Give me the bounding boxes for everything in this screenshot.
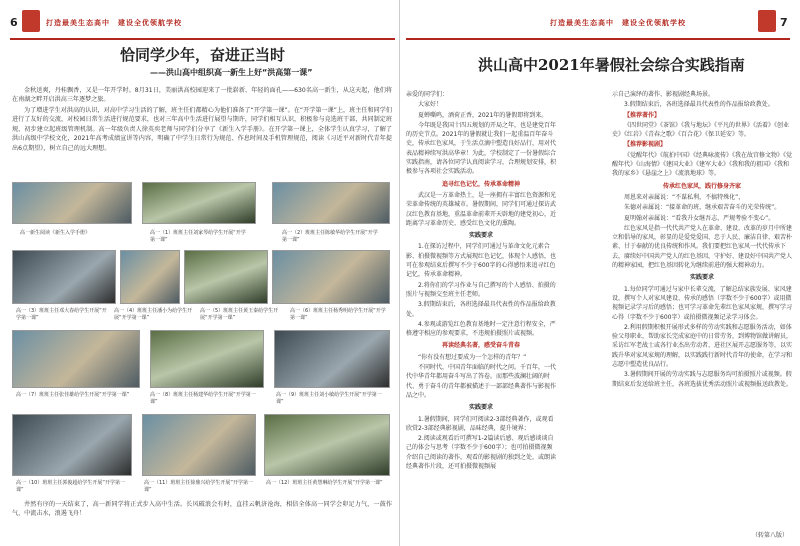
paragraph: 《觉醒年代》《航拍中国》《经典咏流传》《我在故宫修文物》《觉醒年代》《山海情》《建国大业》《建军大业》《我和我的祖国》《我和我的家乡》《悬崖之上》《流浪地球》等。 — [612, 151, 793, 178]
photo-4 — [12, 250, 116, 304]
paragraph: 1.每位同学可通过与家中长辈交流，了解总结家族发展、家风建设，撰写个人对家风建设、传承的感悟（字数不少于600字）或用微视频记录学习后的感悟；也可学习革命先辈红色家风家规，撰写学习心得（字数不少于600字）或拍摄微视频记录学习体会。 — [612, 285, 793, 321]
article-closing: 井然有序的一天结束了，高一新同学将正式步入高中生活。长风破浪会有时，直挂云帆济沧海，相信全体高一同学会卯足力气，一鼓作气，中流击水，浪遏飞舟！ — [12, 501, 392, 518]
page-number: 6 — [10, 16, 18, 29]
paragraph: 武汉是一方革命热土，是一座拥有丰富红色资源和光荣革命传统的英雄城市。暑假期间，同学们可通过探访武汉红色教育基地，重温革命前辈开天辟地的建党初心，近距离学习革命历史、感受红色文化的熏陶。 — [406, 191, 557, 227]
photo-caption: 高一（5）班班主任黄玉秦给学生开展“开学第一课” — [200, 308, 279, 321]
section-heading: 再读经典名著，感受奋斗青春 — [441, 342, 520, 350]
paragraph: 3.暑假期间开展的劳动实践与志愿服务均可拍摄照片或视频。假期结束后发送给班主任，各班选拔优秀活动照片或视频报送政教处。 — [612, 371, 793, 388]
photo-3 — [272, 182, 390, 224]
photo-9 — [150, 330, 264, 388]
paragraph: 《四世同堂》《茶馆》《我与地坛》《平凡的世界》《活着》《创业史》《红岩》《青春之歌》《百合花》《保卫延安》等。 — [612, 121, 790, 139]
header-rule — [406, 38, 790, 40]
photo-2 — [142, 182, 256, 224]
photo-5 — [120, 250, 180, 304]
photo-caption: 高一（6）班班主任杨秀明给学生开展“开学第一课” — [290, 308, 386, 321]
recommend-books-tag: 【推荐著作】 — [624, 111, 661, 119]
paragraph: 周恩来对亲属说：“不谋私利，不搞特殊化”， — [624, 193, 745, 201]
recommend-films-tag: 【推荐影视剧】 — [624, 141, 667, 149]
paragraph: 夏明翰对亲属说：“看我升女继吾志，严规考验不变心”。 — [624, 214, 775, 222]
guide-title: 洪山高中2021年暑假社会综合实践指南 — [478, 56, 745, 74]
photo-10 — [274, 330, 390, 388]
school-logo-icon — [758, 10, 776, 32]
photo-11 — [12, 414, 132, 476]
right-header — [400, 16, 800, 34]
photo-13 — [264, 414, 390, 476]
header-slogan: 打造最美生态高中 建设全优领航学校 — [46, 19, 182, 27]
paragraph: 示自己演绎的著作、影视剧经典场景。 — [612, 91, 715, 98]
school-logo-icon — [22, 10, 40, 32]
paragraph: 1.暑假期间，同学们可阅读2-3部经典著作，或观看欣赏2-3部经典影视剧，品味经典，提升境界； — [406, 415, 554, 432]
photo-caption: 高一（4）班班主任潘小为给学生开展“开学第一课” — [114, 308, 193, 321]
paragraph: 今年既是我国十四五规划的开局之年，也是建党百年的历史节点。2021年的暑假就让我们一起重温百年奋斗史，传承红色家风，于生活点滴中塑造良好品行，用对代表品精神续写洪高华章！为此，学校制定了一份暑假综合实践指南，请各位同学认真阅读学习，合理规划安排，积极参与各项社会实践活动。 — [406, 121, 557, 176]
paragraph: 3.假期结束后，各班选择最具代表性的作品报给政教处。 — [624, 101, 774, 109]
photo-1 — [12, 182, 132, 224]
article-subtitle: ——洪山高中组织高一新生上好“洪高第一课” — [150, 68, 313, 77]
section-heading: 追寻红色记忆，传承革命精神 — [441, 180, 520, 188]
photo-8 — [12, 330, 140, 388]
photo-caption: 高一（7）班班主任张佳雄给学生开展“开学第一课” — [16, 392, 130, 398]
paragraph: “你有没有想过要成为一个怎样的青年？” — [418, 353, 527, 361]
photo-caption: 高一（9）班班主任刘小敏给学生开展“开学第一课” — [276, 392, 382, 405]
continued-note: （转第八版） — [751, 532, 788, 539]
header-slogan: 打造最美生态高中 建设全优领航学校 — [550, 19, 686, 27]
left-header — [0, 16, 400, 34]
sub-heading: 实践要求 — [468, 404, 493, 412]
photo-caption: 高一（1）班班主任刘家琴给学生开展“开学第一课” — [150, 230, 246, 243]
article-intro: 金秋送爽，丹桂飘香，又是一年开学时。8月31日，美丽洪高校园迎来了一批崭新、年轻的面孔——630名高一新生，从这天起，他们将在南湖之畔开启洪高三年逐梦之旅。 — [12, 87, 392, 104]
photo-caption: 高一（2）班班主任陈敏华给学生开展“开学第一课” — [282, 230, 378, 243]
photo-caption: 高一（10）班班主任郭俊超给学生开展“开学第一课” — [16, 480, 125, 493]
paragraph: 朱德对亲属说：“接革命的班，继承艰苦奋斗的光荣传统”。 — [624, 204, 781, 212]
paragraph: 大家好！ — [418, 101, 443, 109]
section-heading: 传承红色家风，践行修身齐家 — [662, 182, 741, 190]
guide-column-2 — [612, 90, 792, 390]
photo-caption: 高一（3）班班主任邓大春给学生开展“开学第一课” — [16, 308, 107, 321]
page-number: 7 — [780, 16, 788, 29]
paragraph: 夏蝉嘶鸣，酒荷正香，2021年的暑假即将到来。 — [418, 111, 548, 119]
paragraph: 1.在探访过程中，同学们可通过与革命文化元素合影、拍摄微视频等方式展现红色记忆，体现个人感悟，也可在参观结束后撰写不少于600字的心得感悟来追寻红色记忆，传承革命精神。 — [406, 243, 557, 279]
guide-column-1 — [406, 90, 556, 472]
greeting: 亲爱的同学们： — [406, 91, 449, 98]
paragraph: 2.阅读或观看后可撰写1-2篇读后感、观后感谈谈自己的体会与思考（字数不少于600字）；也可拍摄微视频介绍自己阅读的著作，观看的影视剧的独到之处，或朗读经典著作片段，还可拍摄微视频展 — [406, 435, 557, 470]
photo-caption: 高一（8）班班主任杨建华给学生开展“开学第一课” — [150, 392, 256, 405]
article-body: 为了增进学生对洪高的认识，对高中学习生活的了解，班主任们都精心为他们准备了“开学第一课”。在“开学第一课”上，班主任和同学们进行了友好的交流，对校园日常生活进行规范要求，也对三年高中生活进行展望与期许，同学们相互认识，积极参与竞选班干部，共同制定班规，初步建立起班级管理机制。高一年级负责人徐英奕老师与同学们分享了《新生入学手册》。在开学第一课上，全体学生认真学习，了解了洪山高级中学校文化，2021年高考成绩宣讲等内容，明确了中学生日常行为规范、作息时间及手机管理规范，阅读《习近平对新时代青年提出6点期望》，树立自己的远大理想。 — [12, 107, 392, 152]
photo-12 — [142, 414, 256, 476]
photo-caption: 高一（11）班班主任徐鼎兴给学生开展“开学第一课” — [144, 480, 253, 493]
paragraph: 红色家风是指一代代共产党人在革命、建设、改革的岁月中所建立和倡导的家风，彰显的是爱党爱国、忠于人民、廉洁自律、艰苦朴素、甘于奉献的优良传统和作风。我们要把红色家风一代代传承下去，赓续好中国共产党人的红色基因，守护好、建设好中国共产党人的精神家园，把红色基因转化为继续前进的强大精神动力。 — [612, 224, 793, 270]
paragraph: 2.将你们的学习作业与自己撰写的个人感悟、拍摄的照片与视频交至班主任老师。 — [406, 281, 556, 298]
paragraph: 3.假期结束后，各班选择最具代表性的作品报给政教处。 — [406, 301, 556, 318]
paragraph: 不同时代，中国青年面临的时代之问。千百年，一代代中华青年都用奋斗写出了答卷。而那些波澜壮阔的时代、勇于奋斗的青年都被描述于一部部经典著作与影视作品之中。 — [406, 364, 557, 399]
photo-7 — [272, 250, 390, 304]
sub-heading: 实践要求 — [689, 274, 714, 282]
paragraph: 2.利用假期积极开展形式多样的劳动实践和志愿服务活动，如体验父母职业，帮助家长完成家庭中的日常劳务，到博物馆做讲解员，采访红军老战士或各行业杰出劳动者、进社区展开志愿服务等，以实践升华对家风家规的理解，以实践践行新时代青年的使命，在学习和志愿中塑造优良品行。 — [612, 323, 793, 369]
article-title: 恰同学少年，奋进正当时 — [120, 46, 286, 64]
paragraph: 4.参观或游览红色教育基地时一定注意行程安全，严格遵守相应的参观要求，不违规拍摄照片或视频。 — [406, 320, 556, 338]
photo-caption: 高一新生阅读《新生入学手册》 — [20, 230, 91, 236]
header-rule — [10, 38, 395, 40]
sub-heading: 实践要求 — [468, 232, 493, 240]
photo-6 — [184, 250, 268, 304]
photo-caption: 高一（12）班班主任黄慧琳给学生开展“开学第一课” — [266, 480, 383, 486]
